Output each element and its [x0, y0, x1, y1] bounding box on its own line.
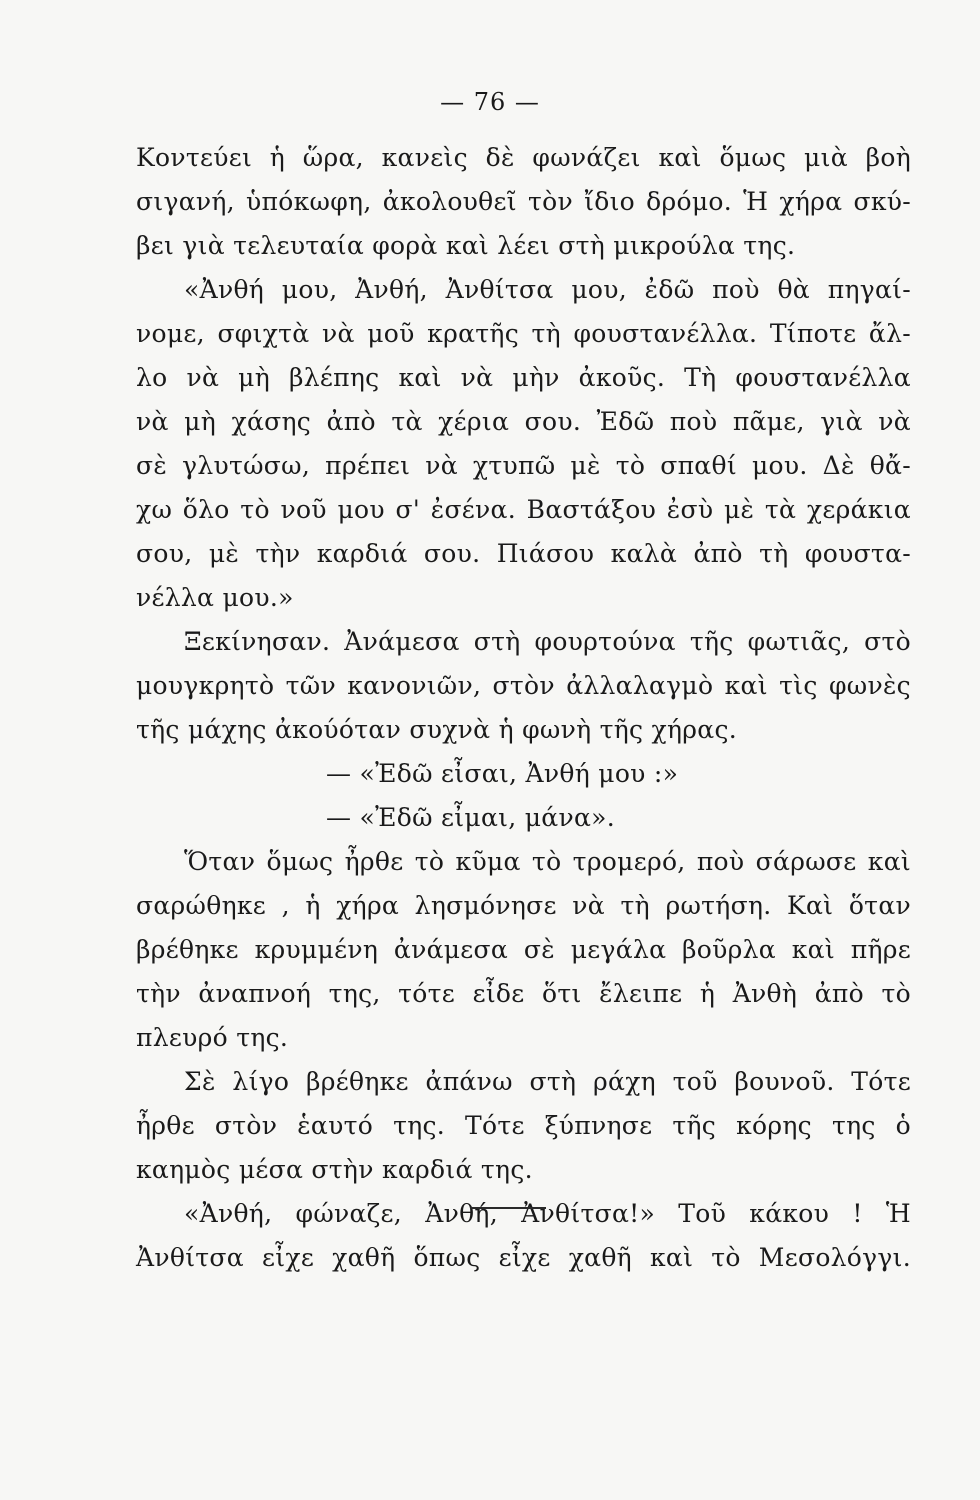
text-line: ἦρθε στὸν ἑαυτό της. Τότε ξύπνησε τῆς κόρης της ὁ [136, 1111, 911, 1140]
text-line: σὲ γλυτώσω, πρέπει νὰ χτυπῶ μὲ τὸ σπαθί μου. Δὲ θἄ- [136, 451, 911, 480]
text-line: τὴν ἀναπνοή της, τότε εἶδε ὅτι ἔλειπε ἡ Ἀνθὴ ἀπὸ τὸ [136, 979, 911, 1008]
text-line: Ὅταν ὅμως ἦρθε τὸ κῦμα τὸ τρομερό, ποὺ σάρωσε καὶ [184, 847, 911, 876]
text-line: νὰ μὴ χάσης ἀπὸ τὰ χέρια σου. Ἐδῶ ποὺ πᾶμε, γιὰ νὰ [136, 407, 911, 436]
text-line: μουγκρητὸ τῶν κανονιῶν, στὸν ἀλλαλαγμὸ καὶ τὶς φωνὲς [136, 671, 911, 700]
text-line: νομε, σφιχτὰ νὰ μοῦ κρατῆς τὴ φουστανέλλα. Τίποτε ἄλ- [136, 319, 911, 348]
text-line: βει γιὰ τελευταία φορὰ καὶ λέει στὴ μικρούλα της. [136, 231, 796, 260]
text-line: βρέθηκε κρυμμένη ἀνάμεσα σὲ μεγάλα βοῦρλα καὶ πῆρε [136, 935, 911, 964]
body-text [136, 136, 911, 1280]
text-line: «Ἀνθή μου, Ἀνθή, Ἀνθίτσα μου, ἐδῶ ποὺ θὰ πηγαί- [184, 275, 911, 304]
text-line: σαρώθηκε , ἡ χήρα λησμόνησε νὰ τὴ ρωτήση. Καὶ ὅταν [136, 891, 911, 920]
text-line: Σὲ λίγο βρέθηκε ἀπάνω στὴ ράχη τοῦ βουνοῦ. Τότε [184, 1067, 911, 1096]
text-line: Ἀνθίτσα εἶχε χαθῆ ὅπως εἶχε χαθῆ καὶ τὸ Μεσολόγγι. [136, 1243, 911, 1272]
text-line: λο νὰ μὴ βλέπης καὶ νὰ μὴν ἀκοῦς. Τὴ φουστανέλλα [136, 363, 911, 392]
text-line: τῆς μάχης ἀκούόταν συχνὰ ἡ φωνὴ τῆς χήρας. [136, 715, 738, 744]
text-line: «Ἀνθή, φώναζε, Ἀνθή, Ἀνθίτσα!» Τοῦ κάκου ! Ἡ [184, 1199, 911, 1228]
text-line: χω ὅλο τὸ νοῦ μου σ' ἐσένα. Βαστάξου ἐσὺ μὲ τὰ χεράκια [136, 495, 911, 524]
text-line: Ξεκίνησαν. Ἀνάμεσα στὴ φουρτούνα τῆς φωτιᾶς, στὸ [184, 627, 911, 656]
text-line: πλευρό της. [136, 1023, 289, 1052]
page-number: — 76 — [440, 88, 540, 116]
end-rule [470, 1207, 546, 1209]
text-line: Κοντεύει ἡ ὥρα, κανεὶς δὲ φωνάζει καὶ ὅμως μιὰ βοὴ [136, 143, 911, 172]
dialogue-line: — «Ἐδῶ εἶσαι, Ἀνθή μου :» [326, 759, 679, 788]
dialogue-line: — «Ἐδῶ εἶμαι, μάνα». [326, 803, 615, 832]
text-line: νέλλα μου.» [136, 583, 294, 612]
text-line: καημὸς μέσα στὴν καρδιά της. [136, 1155, 533, 1184]
text-line: σιγανή, ὑπόκωφη, ἀκολουθεῖ τὸν ἴδιο δρόμο. Ἡ χήρα σκύ- [136, 187, 911, 216]
text-line: σου, μὲ τὴν καρδιά σου. Πιάσου καλὰ ἀπὸ τὴ φουστα- [136, 539, 911, 568]
